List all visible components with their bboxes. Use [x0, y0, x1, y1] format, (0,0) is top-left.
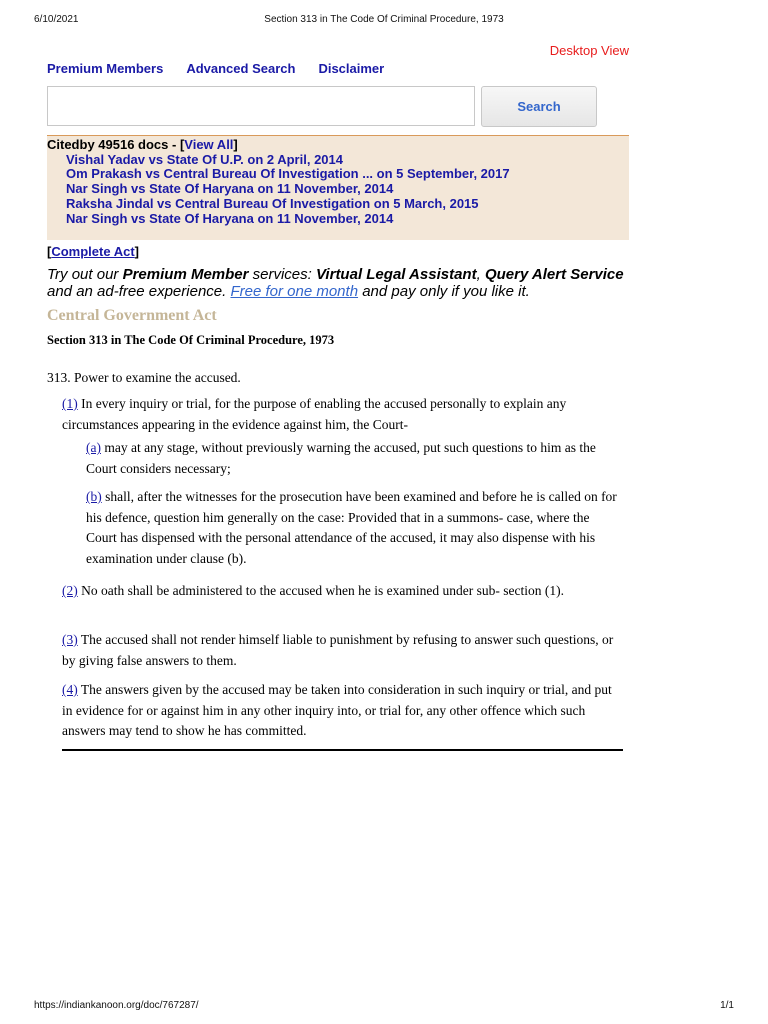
nav-disclaimer[interactable]: Disclaimer [318, 61, 385, 76]
nav-advanced-search[interactable]: Advanced Search [186, 61, 296, 76]
divider [62, 749, 623, 751]
promo-text: , [476, 266, 485, 283]
view-all-link[interactable]: View All [184, 137, 234, 152]
citedby-panel [47, 135, 629, 240]
clause-text: In every inquiry or trial, for the purpose of enabling the accused personally to explain any circumstances appearing in the evidence against him, the Court- [62, 396, 567, 432]
search-input[interactable] [47, 86, 475, 126]
promo-text: and an ad-free experience. [47, 283, 231, 300]
promo-virtual-legal-assistant: Virtual Legal Assistant [315, 266, 477, 283]
clause-number-link[interactable]: (a) [86, 440, 101, 455]
clause-a [86, 438, 621, 479]
desktop-view-link[interactable]: Desktop View [549, 43, 629, 58]
citedby-item[interactable]: Nar Singh vs State Of Haryana on 11 November, 2014 [66, 181, 394, 197]
print-url: https://indiankanoon.org/doc/767287/ [34, 1000, 199, 1011]
complete-act-close: ] [134, 244, 139, 259]
clause-number-link[interactable]: (4) [62, 682, 78, 697]
promo-premium-member: Premium Member [122, 266, 249, 283]
promo-text: and pay only if you like it. [358, 283, 530, 300]
citedby-item[interactable]: Nar Singh vs State Of Haryana on 11 November, 2014 [66, 210, 394, 226]
top-nav [47, 61, 407, 76]
clause-text: The accused shall not render himself liable to punishment by refusing to answer such questions, or by giving false answers to them. [62, 632, 614, 668]
citedby-item[interactable]: Vishal Yadav vs State Of U.P. on 2 April, 2014 [66, 151, 343, 167]
promo-text: services: [248, 266, 316, 283]
section-heading: 313. Power to examine the accused. [47, 370, 241, 385]
promo-query-alert: Query Alert Service [484, 266, 624, 283]
print-date: 6/10/2021 [34, 14, 79, 25]
doc-title: Section 313 in The Code Of Criminal Procedure, 1973 [47, 333, 335, 347]
citedby-header [47, 138, 629, 153]
clause-2 [62, 581, 622, 602]
citedby-item[interactable]: Raksha Jindal vs Central Bureau Of Investigation on 5 March, 2015 [66, 195, 479, 211]
citedby-bracket: ] [233, 137, 238, 152]
clause-text: No oath shall be administered to the accused when he is examined under sub- section (1). [77, 583, 564, 598]
print-page-number: 1/1 [720, 1000, 734, 1011]
complete-act-link[interactable]: Complete Act [51, 244, 135, 259]
nav-premium-members[interactable]: Premium Members [47, 61, 164, 76]
citedby-item[interactable]: Om Prakash vs Central Bureau Of Investigation ... on 5 September, 2017 [66, 166, 510, 182]
clause-number-link[interactable]: (3) [62, 632, 78, 647]
clause-3 [62, 630, 622, 671]
citedby-label: Citedby 49516 docs - [ [47, 137, 185, 152]
promo-text: Try out our [47, 266, 123, 283]
clause-4 [62, 680, 622, 742]
complete-act [47, 244, 139, 259]
clause-number-link[interactable]: (2) [62, 583, 78, 598]
free-trial-link[interactable]: Free for one month [230, 283, 359, 300]
clause-text: may at any stage, without previously warning the accused, put such questions to him as the Court considers necessary; [86, 440, 596, 476]
clause-b [86, 487, 621, 569]
clause-1 [62, 394, 622, 435]
clause-number-link[interactable]: (1) [62, 396, 78, 411]
clause-text: shall, after the witnesses for the prosecution have been examined and before he is called on for his defence, question him generally on the case: Provided that in a summons- case, where the Court has dispensed with the personal attendance of the accused, it may also dispense with his examination under clause (b). [86, 489, 617, 566]
doc-source: Central Government Act [47, 307, 217, 324]
complete-act-open: [ [47, 244, 52, 259]
clause-number-link[interactable]: (b) [86, 489, 102, 504]
print-title: Section 313 in The Code Of Criminal Procedure, 1973 [264, 14, 504, 25]
premium-promo [47, 266, 647, 300]
clause-text: The answers given by the accused may be taken into consideration in such inquiry or trial, and put in evidence for or against him in any other inquiry into, or trial for, any other offence which such answers may tend to show he has committed. [62, 682, 612, 738]
search-button[interactable]: Search [481, 86, 597, 127]
